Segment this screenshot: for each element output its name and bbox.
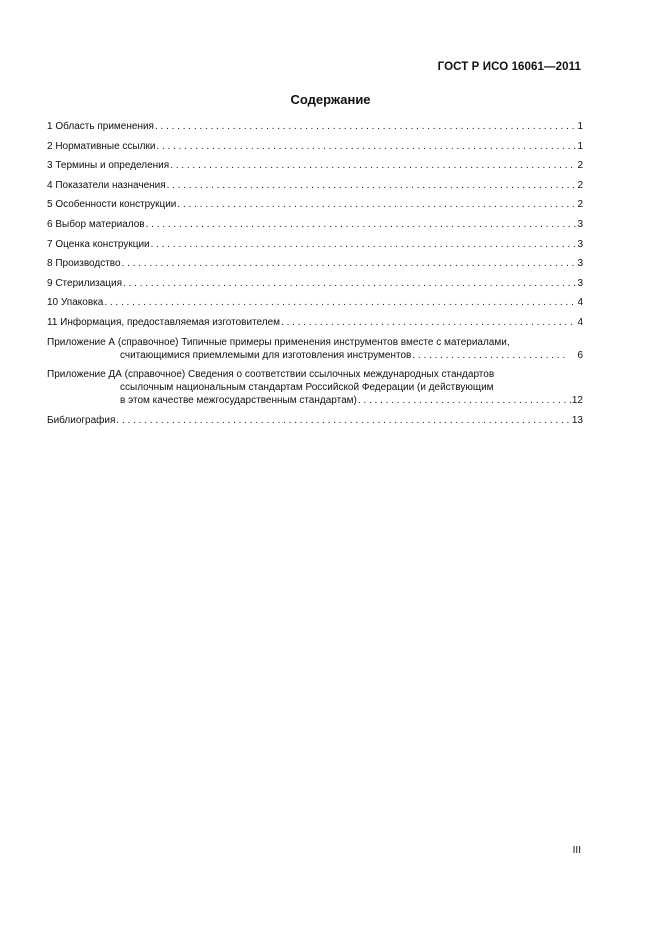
- toc-entry-page: 4: [577, 316, 583, 328]
- standard-number: ГОСТ Р ИСО 16061—2011: [437, 61, 581, 73]
- toc-entry-page: 3: [577, 238, 583, 250]
- toc-entry[interactable]: [47, 120, 583, 133]
- toc-entry-label: 11 Информация, предоставляемая изготовителем: [47, 316, 281, 328]
- annex-a-page: 6: [577, 349, 583, 361]
- annex-da-line-3: в этом качестве межгосударственным стандартам): [120, 395, 357, 407]
- dot-leader: [358, 394, 571, 407]
- toc-entry[interactable]: [47, 140, 583, 153]
- toc-entry-label: 5 Особенности конструкции: [47, 199, 177, 211]
- dot-leader: [156, 140, 576, 153]
- dot-leader: [170, 159, 576, 172]
- toc-entry-label: 8 Производство: [47, 258, 121, 270]
- bibliography-page: 13: [571, 414, 583, 426]
- toc-entry-page: 2: [577, 199, 583, 211]
- dot-leader: [123, 277, 576, 290]
- toc-entry[interactable]: [47, 198, 583, 211]
- toc-entry-page: 4: [577, 297, 583, 309]
- toc-entry-label: 4 Показатели назначения: [47, 179, 166, 191]
- dot-leader: [281, 316, 576, 329]
- toc-entry[interactable]: [47, 277, 583, 290]
- dot-leader: [155, 120, 576, 133]
- toc-entry-label: 9 Стерилизация: [47, 277, 123, 289]
- toc-title: Содержание: [290, 92, 371, 107]
- toc-entry[interactable]: [47, 238, 583, 251]
- annex-da-line-1: Приложение ДА (справочное) Сведения о соответствии ссылочных международных стандартов: [47, 369, 495, 381]
- toc-annex-da[interactable]: [47, 368, 583, 407]
- toc-entry-page: 1: [577, 121, 583, 132]
- toc-entry-label: 1 Область применения: [47, 121, 154, 132]
- dot-leader: [122, 257, 577, 270]
- table-of-contents: [47, 120, 583, 433]
- dot-leader: [104, 296, 576, 309]
- toc-entry-page: 3: [577, 277, 583, 289]
- annex-da-page: 12: [571, 395, 583, 407]
- annex-a-line-2: считающимися приемлемыми для изготовления инструментов: [120, 349, 412, 361]
- toc-annex-a[interactable]: [47, 336, 583, 362]
- toc-entry-page: 2: [577, 160, 583, 172]
- bibliography-label: Библиография: [47, 414, 116, 426]
- toc-entry-label: 6 Выбор материалов: [47, 218, 145, 230]
- toc-entry[interactable]: [47, 316, 583, 329]
- dot-leader: [412, 349, 568, 362]
- toc-entry-page: 1: [577, 140, 583, 152]
- toc-entry-label: 3 Термины и определения: [47, 160, 170, 172]
- dot-leader: [177, 198, 576, 211]
- toc-entry[interactable]: [47, 159, 583, 172]
- dot-leader: [116, 414, 570, 427]
- toc-entry-label: 10 Упаковка: [47, 297, 104, 309]
- dot-leader: [151, 238, 577, 251]
- annex-a-line-1: Приложение А (справочное) Типичные примеры применения инструментов вместе с материалами,: [47, 336, 510, 348]
- toc-entry-label: 2 Нормативные ссылки: [47, 140, 156, 152]
- toc-bibliography[interactable]: [47, 414, 583, 427]
- page-number: III: [572, 845, 581, 856]
- toc-entry[interactable]: [47, 296, 583, 309]
- toc-entry-page: 2: [577, 179, 583, 191]
- toc-entry-page: 3: [577, 258, 583, 270]
- toc-entry[interactable]: [47, 179, 583, 192]
- toc-entry-page: 3: [577, 218, 583, 230]
- toc-entry-label: 7 Оценка конструкции: [47, 238, 150, 250]
- annex-da-line-2: ссылочным национальным стандартам Российской Федерации (и действующим: [120, 382, 494, 394]
- dot-leader: [167, 179, 577, 192]
- toc-entry[interactable]: [47, 257, 583, 270]
- dot-leader: [146, 218, 577, 231]
- toc-entry[interactable]: [47, 218, 583, 231]
